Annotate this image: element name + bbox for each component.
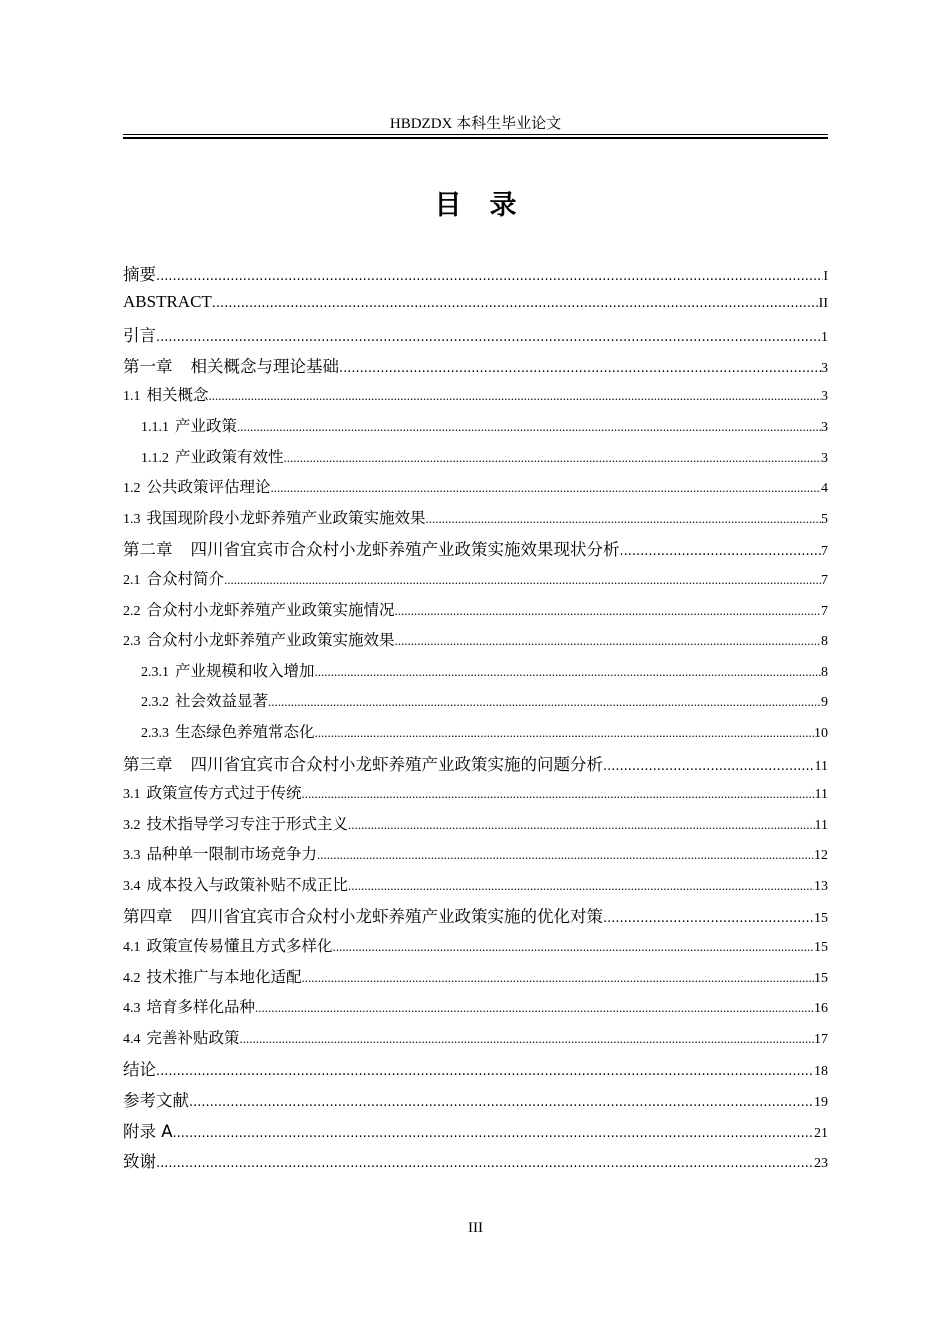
toc-entry-page: 1 [821, 330, 828, 346]
toc-entry-page: 18 [814, 1064, 828, 1080]
toc-entry-label [141, 689, 268, 711]
header-rule [123, 134, 828, 139]
toc-entry-label [123, 903, 603, 927]
toc-entry-page: 15 [814, 911, 828, 927]
toc-entry-page: 3 [821, 389, 828, 405]
toc-entry-page: 15 [814, 970, 828, 986]
toc-entry-title: 完善补贴政策 [146, 1029, 240, 1047]
toc-entry-number: 2.3.2 [141, 695, 169, 711]
toc-entry-title: 四川省宜宾市合众村小龙虾养殖产业政策实施的优化对策 [190, 907, 603, 927]
toc-entry[interactable] [123, 842, 828, 873]
toc-entry[interactable] [123, 1026, 828, 1057]
toc-entry-number: 3.4 [123, 878, 141, 894]
toc-entry-page: 19 [814, 1095, 828, 1111]
toc-entry-title: 产业规模和收入增加 [175, 662, 315, 680]
toc-entry[interactable] [123, 659, 828, 690]
toc-entry-title: 摘要 [123, 265, 156, 284]
toc-entry-title: 公共政策评估理论 [146, 479, 271, 497]
toc-entry-page: II [818, 295, 828, 311]
toc-leader-dots [189, 1095, 814, 1110]
toc-leader-dots [620, 544, 822, 559]
toc-entry[interactable] [123, 812, 828, 843]
toc-entry-label [123, 598, 395, 620]
toc-entry-label [123, 383, 209, 405]
toc-entry-title: 相关概念 [146, 387, 209, 405]
toc-leader-dots [284, 450, 821, 466]
toc-leader-dots [348, 817, 815, 833]
toc-entry[interactable] [123, 1148, 828, 1179]
toc-leader-dots [156, 269, 823, 284]
toc-entry-number: 3.1 [123, 787, 141, 803]
toc-entry[interactable] [123, 598, 828, 629]
toc-entry-label [141, 414, 237, 436]
toc-entry-number: 第二章 [123, 540, 173, 560]
toc-entry-title: 政策宣传方式过于传统 [146, 785, 302, 803]
toc-leader-dots [224, 572, 821, 588]
toc-entry-title: 四川省宜宾市合众村小龙虾养殖产业政策实施的问题分析 [190, 754, 603, 774]
toc-entry-page: 17 [814, 1031, 828, 1047]
toc-entry-number: 2.2 [123, 603, 141, 619]
toc-entry-page: 3 [821, 450, 828, 466]
toc-entry-page: 10 [814, 725, 828, 741]
toc-leader-dots [395, 603, 821, 619]
toc-entry-number: 1.3 [123, 511, 141, 527]
toc-leader-dots [240, 1031, 814, 1047]
toc-entry-page: 7 [821, 572, 828, 588]
toc-entry-label [123, 292, 212, 312]
toc-leader-dots [268, 694, 821, 710]
toc-leader-dots [348, 878, 814, 894]
toc-entry-number: 3.2 [123, 817, 141, 833]
toc-entry-number: 1.1 [123, 389, 141, 405]
toc-entry[interactable] [123, 751, 828, 782]
toc-entry[interactable] [123, 322, 828, 353]
toc-entry-title: 附录 A [123, 1121, 173, 1141]
toc-entry-title: 成本投入与政策补贴不成正比 [146, 876, 349, 894]
toc-leader-dots [333, 939, 814, 955]
toc-entry-title: 生态绿色养殖常态化 [175, 723, 315, 741]
toc-entry-label [123, 536, 620, 560]
toc-entry-label [141, 445, 284, 467]
toc-entry-label [123, 1056, 156, 1080]
toc-entry-title: 参考文献 [123, 1091, 189, 1111]
toc-entry-page: 5 [821, 511, 828, 527]
toc-entry-page: I [823, 269, 828, 284]
page-header: HBDZDX 本科生毕业论文 [389, 116, 562, 132]
toc-entry-label [123, 965, 302, 987]
toc-entry-title: 引言 [123, 326, 156, 346]
toc-entry-page: 11 [814, 758, 828, 774]
toc-leader-dots [317, 847, 814, 863]
toc-entry-title: 我国现阶段小龙虾养殖产业政策实施效果 [146, 509, 426, 527]
toc-leader-dots [212, 296, 819, 311]
toc-entry-number: 第三章 [123, 754, 173, 774]
toc-entry-page: 7 [821, 603, 828, 619]
toc-entry[interactable] [123, 689, 828, 720]
toc-entry-label [123, 475, 271, 497]
toc-entry-page: 9 [821, 695, 828, 711]
toc-entry-number: 第一章 [123, 356, 173, 376]
toc-entry[interactable] [123, 292, 828, 323]
toc-entry-label [123, 1087, 189, 1111]
toc-leader-dots [156, 1156, 814, 1171]
toc-entry-page: 11 [814, 787, 828, 803]
toc-entry-label [123, 873, 348, 895]
toc-entry-page: 3 [821, 419, 828, 435]
toc-entry-title: ABSTRACT [123, 291, 212, 311]
toc-entry-number: 2.3.3 [141, 725, 169, 741]
toc-entry-label [123, 261, 156, 285]
toc-entry[interactable] [123, 445, 828, 476]
toc-entry-page: 11 [814, 817, 828, 833]
toc-leader-dots [315, 664, 821, 680]
toc-entry[interactable] [123, 781, 828, 812]
toc-entry-title: 相关概念与理论基础 [190, 356, 339, 376]
toc-entry[interactable] [123, 1087, 828, 1118]
toc-entry-title: 产业政策有效性 [175, 448, 284, 466]
toc-leader-dots [315, 725, 814, 741]
toc-entry-number: 4.2 [123, 970, 141, 986]
toc-entry-number: 1.2 [123, 481, 141, 497]
toc-entry[interactable] [123, 1056, 828, 1087]
page-number: III [468, 1220, 483, 1236]
toc-entry-label [123, 842, 317, 864]
toc-leader-dots [237, 419, 821, 435]
toc-leader-dots [302, 970, 814, 986]
toc-leader-dots [339, 361, 821, 376]
toc-entry-page: 8 [821, 664, 828, 680]
toc-entry-label [141, 659, 315, 681]
toc-entry-label [141, 720, 315, 742]
toc-leader-dots [271, 480, 821, 496]
toc-entry-label [123, 751, 603, 775]
toc-entry-number: 2.1 [123, 572, 141, 588]
toc-entry-title: 产业政策 [175, 417, 238, 435]
toc-entry-page: 3 [821, 360, 828, 376]
toc-entry-title: 品种单一限制市场竞争力 [146, 846, 318, 864]
toc-entry[interactable] [123, 934, 828, 965]
toc-entry-title: 培育多样化品种 [146, 999, 256, 1017]
toc-entry-label [123, 506, 426, 528]
toc-entry-title: 社会效益显著 [175, 693, 269, 711]
toc-entry-label [123, 934, 333, 956]
toc-entry-page: 12 [814, 848, 828, 864]
toc-entry-label [123, 1148, 156, 1172]
toc-entry-title: 合众村小龙虾养殖产业政策实施情况 [146, 601, 395, 619]
toc-entry-label [123, 322, 156, 346]
toc-entry-title: 技术指导学习专注于形式主义 [146, 815, 349, 833]
toc-leader-dots [603, 911, 814, 926]
toc-entry-number: 4.1 [123, 940, 141, 956]
toc-entry-number: 2.3.1 [141, 664, 169, 680]
toc-entry-page: 8 [821, 634, 828, 650]
toc-leader-dots [603, 759, 815, 774]
toc-entry-number: 1.1.1 [141, 419, 169, 435]
toc-entry-page: 15 [814, 940, 828, 956]
toc-leader-dots [209, 388, 821, 404]
toc-leader-dots [173, 1126, 814, 1141]
toc-entry-number: 第四章 [123, 907, 173, 927]
toc-entry-number: 2.3 [123, 634, 141, 650]
toc-entry[interactable] [123, 628, 828, 659]
toc-leader-dots [255, 1000, 814, 1016]
toc-entry-label [123, 781, 302, 803]
toc-entry[interactable] [123, 261, 828, 292]
toc-entry-page: 4 [821, 481, 828, 497]
toc-entry[interactable] [123, 506, 828, 537]
toc-leader-dots [156, 330, 821, 345]
toc-leader-dots [395, 633, 821, 649]
toc-entry[interactable] [123, 536, 828, 567]
toc-entry[interactable] [123, 873, 828, 904]
toc-title: 目录 [434, 190, 545, 221]
toc-entry-title: 结论 [123, 1060, 156, 1080]
toc-leader-dots [302, 786, 815, 802]
toc-entry[interactable] [123, 720, 828, 751]
toc-leader-dots [156, 1064, 814, 1079]
toc-entry-label [123, 995, 255, 1017]
toc-entry[interactable] [123, 353, 828, 384]
toc-entry[interactable] [123, 567, 828, 598]
toc-entry-title: 合众村小龙虾养殖产业政策实施效果 [146, 632, 395, 650]
toc-entry-label [123, 567, 224, 589]
toc-entry-page: 7 [821, 544, 828, 560]
toc-entry-label [123, 1026, 240, 1048]
toc-entry-title: 技术推广与本地化适配 [146, 968, 302, 986]
toc-entry-number: 1.1.2 [141, 450, 169, 466]
toc-entry-page: 21 [814, 1125, 828, 1141]
toc-leader-dots [426, 511, 821, 527]
toc-entry[interactable] [123, 903, 828, 934]
toc-entry-title: 致谢 [123, 1152, 156, 1172]
toc-entry[interactable] [123, 965, 828, 996]
toc-entry-number: 3.3 [123, 848, 141, 864]
toc-entry-number: 4.4 [123, 1031, 141, 1047]
toc-entry-label [123, 1118, 173, 1142]
toc-entry-label [123, 628, 395, 650]
toc-entry-label [123, 812, 348, 834]
toc-entry[interactable] [123, 383, 828, 414]
table-of-contents [123, 261, 828, 1179]
toc-entry-title: 政策宣传易懂且方式多样化 [146, 938, 333, 956]
toc-entry[interactable] [123, 995, 828, 1026]
toc-entry-page: 16 [814, 1001, 828, 1017]
toc-entry[interactable] [123, 475, 828, 506]
toc-entry[interactable] [123, 414, 828, 445]
toc-entry-title: 四川省宜宾市合众村小龙虾养殖产业政策实施效果现状分析 [190, 540, 620, 560]
toc-entry-number: 4.3 [123, 1001, 141, 1017]
toc-entry-page: 23 [814, 1156, 828, 1172]
toc-entry[interactable] [123, 1118, 828, 1149]
toc-entry-label [123, 353, 339, 377]
toc-entry-title: 合众村简介 [146, 570, 225, 588]
toc-entry-page: 13 [814, 878, 828, 894]
